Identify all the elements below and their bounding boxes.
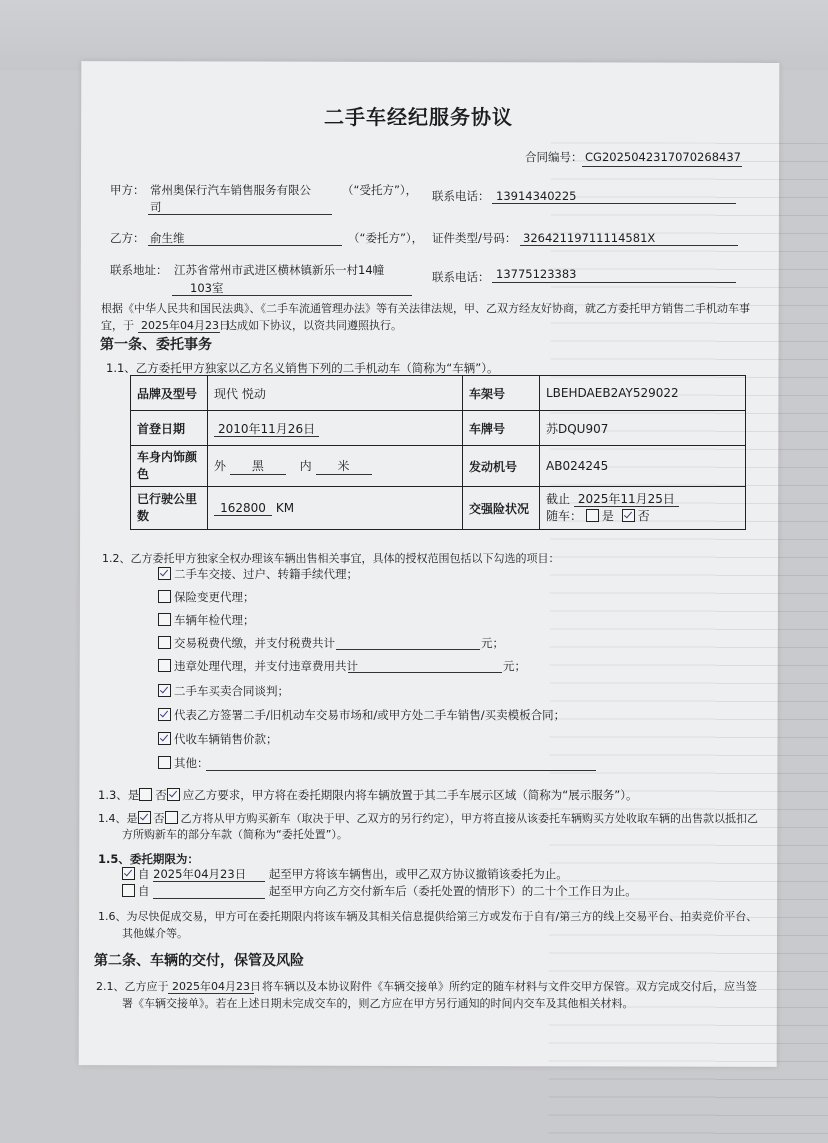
party-a-name-line1: 常州奥保行汽车销售服务有限公 bbox=[150, 183, 311, 197]
follow-yes-checkbox[interactable] bbox=[586, 509, 599, 522]
reg-date-cell bbox=[208, 411, 463, 446]
insurance-expire-label: 截止 bbox=[546, 492, 571, 506]
clause-1-4-line1: 乙方将从甲方购买新车（取决于甲、乙双方的另行约定），甲方将直接从该委托车辆购买方处收取车辆的出售款以抵扣乙 bbox=[180, 812, 758, 825]
preamble-date: 2025年04月23日 bbox=[141, 319, 230, 332]
party-b-underline bbox=[148, 245, 342, 246]
frame-label: 车架号 bbox=[463, 376, 540, 411]
party-a-label: 甲方： bbox=[110, 183, 145, 197]
reg-date-label: 首登日期 bbox=[131, 411, 208, 446]
color-label: 车身内饰颜色 bbox=[131, 446, 208, 487]
party-b-role: （“委托方”）， bbox=[348, 231, 424, 245]
clause-2-1-line2: 署《车辆交接单》。若在上述日期未完成交车的，则乙方应在甲方另行通知的时间内交车及其他相关材料。 bbox=[122, 997, 634, 1010]
insurance-expire-date: 2025年11月25日 bbox=[574, 492, 679, 507]
clause-2-1-pre: 2.1、乙方应于 bbox=[96, 980, 169, 993]
party-b-id-label: 证件类型/号码： bbox=[432, 231, 517, 245]
option-item bbox=[158, 659, 358, 673]
disposal-no-checkbox[interactable] bbox=[165, 811, 178, 824]
plate-label: 车牌号 bbox=[463, 411, 540, 446]
preamble-line1: 根据《中华人民共和国民法典》、《二手车流通管理办法》等有关法律法规，甲、乙双方经友好协商，就乙方委托甲方销售二手机动车事 bbox=[101, 302, 750, 315]
preamble-line2-post: 达成如下协议，以资共同遵照执行。 bbox=[226, 319, 402, 332]
option-label: 其他： bbox=[174, 756, 209, 770]
option-item bbox=[158, 636, 335, 650]
clause-2-1-date-underline bbox=[168, 993, 254, 994]
option-label: 交易税费代缴，并支付税费共计 bbox=[174, 636, 335, 650]
term-1-from: 自 bbox=[138, 867, 150, 881]
term-1-checkbox[interactable] bbox=[122, 867, 135, 880]
option-label: 代收车辆销售价款； bbox=[174, 732, 278, 746]
brand-label: 品牌及型号 bbox=[131, 376, 208, 411]
plate-value: 苏DQU907 bbox=[540, 411, 746, 446]
party-b-name: 俞生维 bbox=[150, 231, 185, 245]
background bbox=[0, 0, 828, 70]
insurance-label: 交强险状况 bbox=[463, 487, 540, 530]
tax-amount-underline bbox=[336, 649, 480, 650]
tax-amount-suffix: 元； bbox=[481, 636, 504, 650]
document-title: 二手车经纪服务协议 bbox=[324, 105, 513, 129]
table-row bbox=[131, 446, 746, 487]
party-a-phone-underline bbox=[492, 203, 736, 204]
section1-title: 第一条、委托事务 bbox=[100, 337, 212, 353]
engine-value: AB024245 bbox=[540, 446, 746, 487]
party-a-phone: 13914340225 bbox=[496, 189, 577, 203]
reg-date-value: 2010年11月26日 bbox=[214, 422, 319, 437]
interior-color: 米 bbox=[316, 457, 372, 475]
color-cell bbox=[208, 446, 463, 487]
party-a-role: （“受托方”）， bbox=[342, 183, 418, 197]
contract-no-underline bbox=[582, 166, 742, 167]
option-checkbox[interactable] bbox=[158, 684, 171, 697]
option-label: 保险变更代理； bbox=[174, 590, 255, 604]
clause-1-2: 1.2、乙方委托甲方独家全权办理该车辆出售相关事宜，具体的授权范围包括以下勾选的项目： bbox=[102, 552, 560, 565]
party-b-id: 32642119711114581X bbox=[523, 231, 656, 245]
follow-no-checkbox[interactable] bbox=[622, 509, 635, 522]
table-row bbox=[131, 376, 746, 411]
brand-value: 现代 悦动 bbox=[208, 376, 463, 411]
clause-2-1-line1: 将车辆以及本协议附件《车辆交接单》所约定的随车材料与文件交甲方保管。双方完成交付后，应当签 bbox=[262, 980, 757, 993]
term-2-checkbox[interactable] bbox=[122, 884, 135, 897]
option-label: 二手车买卖合同谈判； bbox=[174, 684, 289, 698]
clause-1-4 bbox=[98, 811, 758, 826]
follow-yes-label: 是 bbox=[601, 509, 614, 523]
option-label: 代表乙方签署二手/旧机动车交易市场和/或甲方处二手车销售/买卖模板合同； bbox=[174, 708, 566, 722]
option-label: 违章处理代理，并支付违章费用共计 bbox=[174, 659, 358, 673]
table-row bbox=[131, 487, 746, 530]
address-label: 联系地址： bbox=[110, 263, 168, 277]
party-b-phone-label: 联系电话： bbox=[432, 270, 490, 284]
option-item bbox=[158, 756, 209, 770]
mileage-unit: KM bbox=[275, 500, 295, 515]
option-checkbox[interactable] bbox=[158, 732, 171, 745]
clause-1-3-no: 否 bbox=[155, 788, 167, 802]
option-checkbox[interactable] bbox=[158, 613, 171, 626]
option-item bbox=[158, 567, 358, 581]
exterior-color: 黑 bbox=[230, 457, 286, 475]
option-item bbox=[158, 590, 255, 604]
address-underline bbox=[172, 295, 412, 296]
clause-1-6-line1: 1.6、为尽快促成交易，甲方可在委托期限内将该车辆及其相关信息提供给第三方或发布于自有/第三方的线上交易平台、拍卖竞价平台、 bbox=[98, 910, 758, 923]
term-2-text: 起至甲方向乙方交付新车后（委托处置的情形下）的二十个工作日为止。 bbox=[268, 884, 637, 898]
party-b-phone-underline bbox=[492, 282, 736, 283]
clause-1-4-line2: 方所购新车的部分车款（简称为“委托处置”）。 bbox=[122, 828, 348, 841]
clause-1-4-no: 否 bbox=[153, 812, 165, 825]
term-2-from: 自 bbox=[138, 884, 150, 898]
term-option-1 bbox=[122, 867, 568, 882]
option-checkbox[interactable] bbox=[158, 590, 171, 603]
disposal-yes-checkbox[interactable] bbox=[138, 811, 151, 824]
mileage-label: 已行驶公里数 bbox=[131, 487, 208, 530]
exterior-label: 外 bbox=[214, 459, 227, 473]
fine-amount-suffix: 元； bbox=[503, 659, 526, 673]
option-checkbox[interactable] bbox=[158, 756, 171, 769]
frame-value: LBEHDAEB2AY529022 bbox=[540, 376, 746, 411]
clause-1-3 bbox=[98, 788, 637, 802]
mileage-cell bbox=[208, 487, 463, 530]
term-2-date-blank bbox=[153, 884, 265, 899]
term-option-2 bbox=[122, 884, 637, 899]
clause-2-1-date: 2025年04月23日 bbox=[172, 980, 261, 993]
address-line1: 江苏省常州市武进区横林镇新乐一村14幢 bbox=[174, 263, 385, 277]
option-item bbox=[158, 732, 278, 746]
term-1-text: 起至甲方将该车辆售出，或甲乙双方协议撤销该委托为止。 bbox=[268, 867, 568, 881]
clause-1-5-title: 1.5、委托期限为： bbox=[98, 852, 199, 866]
insurance-cell bbox=[540, 487, 746, 530]
clause-1-6-line2: 其他媒介等。 bbox=[122, 927, 188, 940]
clause-1-1: 1.1、乙方委托甲方独家以乙方名义销售下列的二手机动车（简称为“车辆”）。 bbox=[106, 361, 499, 375]
mileage-value: 162800 bbox=[214, 501, 272, 516]
insurance-follow-label: 随车： bbox=[546, 509, 583, 523]
option-checkbox[interactable] bbox=[158, 659, 171, 672]
interior-label: 内 bbox=[299, 459, 312, 473]
option-item bbox=[158, 613, 255, 627]
option-item bbox=[158, 708, 565, 722]
follow-no-label: 否 bbox=[637, 509, 650, 523]
fine-amount-underline bbox=[348, 672, 502, 673]
display-yes-checkbox[interactable] bbox=[139, 788, 152, 801]
party-a-phone-label: 联系电话： bbox=[432, 189, 490, 203]
section2-title: 第二条、车辆的交付，保管及风险 bbox=[94, 953, 304, 969]
engine-label: 发动机号 bbox=[463, 446, 540, 487]
clause-1-3-text: 应乙方要求，甲方将在委托期限内将车辆放置于其二手车展示区域（简称为“展示服务”）。 bbox=[182, 788, 638, 802]
party-a-name-line2: 司 bbox=[150, 200, 162, 214]
option-item bbox=[158, 684, 289, 698]
vehicle-info-table bbox=[130, 375, 746, 530]
other-underline bbox=[206, 770, 596, 771]
contract-no-value: CG2025042317070268437 bbox=[585, 150, 741, 164]
display-no-checkbox[interactable] bbox=[167, 788, 180, 801]
option-label: 车辆年检代理； bbox=[174, 613, 255, 627]
contract-no-label: 合同编号： bbox=[525, 150, 583, 164]
clause-1-3-yes: 1.3、是 bbox=[98, 788, 140, 802]
preamble-line2-pre: 宜，于 bbox=[101, 319, 134, 332]
option-checkbox[interactable] bbox=[158, 708, 171, 721]
term-1-date: 2025年04月23日 bbox=[153, 867, 265, 882]
clause-1-4-yes: 1.4、是 bbox=[98, 812, 138, 825]
option-label: 二手车交接、过户、转籍手续代理； bbox=[174, 567, 358, 581]
party-b-label: 乙方： bbox=[110, 231, 145, 245]
option-checkbox[interactable] bbox=[158, 567, 171, 580]
party-a-underline bbox=[148, 214, 332, 215]
preamble-date-underline bbox=[138, 332, 220, 333]
party-b-phone: 13775123383 bbox=[496, 267, 577, 281]
party-b-id-underline bbox=[520, 245, 738, 246]
option-checkbox[interactable] bbox=[158, 636, 171, 649]
table-row bbox=[131, 411, 746, 446]
address-line2: 103室 bbox=[190, 281, 224, 295]
